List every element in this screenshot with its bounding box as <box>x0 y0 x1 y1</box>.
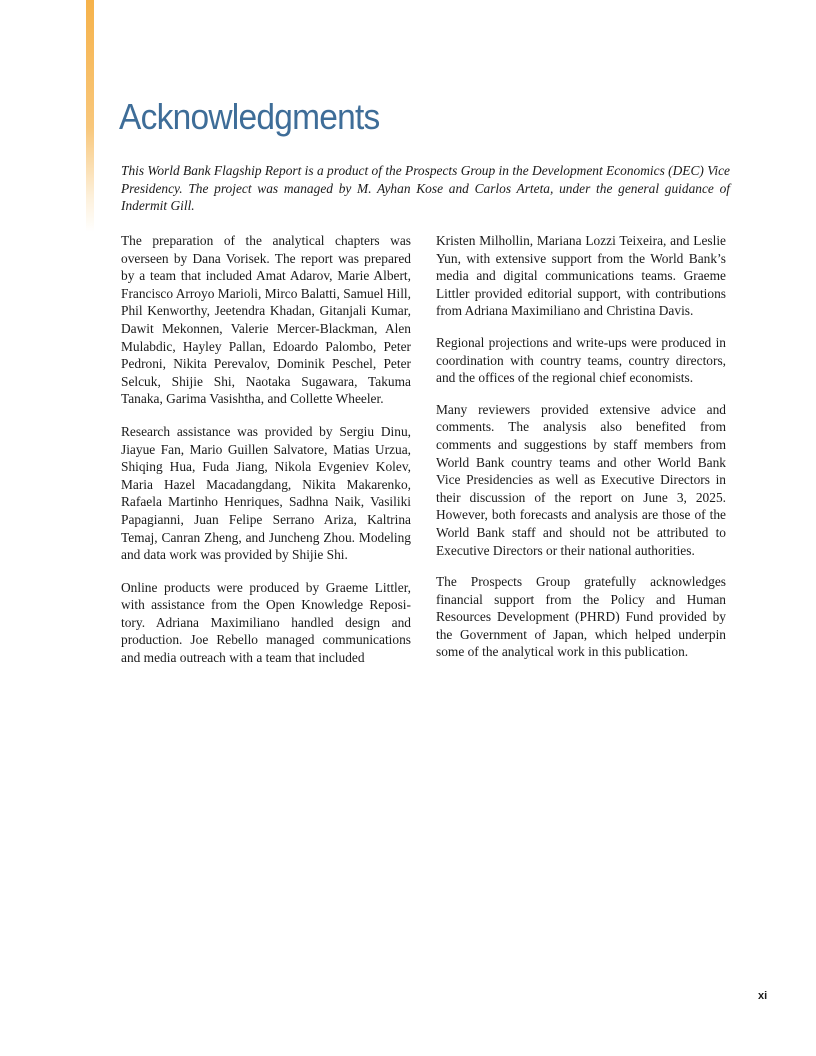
paragraph-online-products: Online products were produced by Graeme Littler, with assistance from the Open Knowledge Repository. Adriana Maximiliano handled design and production. Joe Rebello managed communications and media outreach with a team that included <box>121 579 411 666</box>
right-column <box>436 232 726 675</box>
paragraph-regional-projections: Regional projections and write-ups were produced in coordination with country teams, country directors, and the offices of the regional chief economists. <box>436 334 726 386</box>
paragraph-financial-support: The Prospects Group gratefully acknowledges financial support from the Policy and Human Resources Development (PHRD) Fund provided by the Government of Japan, which helped underpin some of the analytical work in this publication. <box>436 574 726 660</box>
paragraph-reviewers: Many reviewers provided extensive advice and comments. The analysis also benefited from comments and suggestions by staff members from World Bank country teams and other World Bank Vice Presidencies as well as Executive Directors in their discussion of the report on June 3, 2025. However, both forecasts and analysis are those of the World Bank staff and should not be attributed to Executive Directors or their national authorities. <box>436 401 726 558</box>
intro-paragraph: This World Bank Flagship Report is a product of the Prospects Group in the Development Economics (DEC) Vice Presidency. The project was managed by M. Ayhan Kose and Carlos Arteta, under the general guidance of Indermit Gill. <box>121 163 730 214</box>
paragraph-research-assistance: Research assistance was provided by Sergiu Dinu, Jiayue Fan, Mario Guillen Salvatore, Matias Urzua, Shiqing Hua, Fuda Jiang, Nikola Evgeniev Kolev, Maria Hazel Macadangdang, Nikita Makarenko, Rafaela Martinho Henriques, Sadhna Naik, Vasiliki Papagianni, Juan Felipe Serrano Ariza, Kaltrina Temaj, Canran Zheng, and Juncheng Zhou. Modeling and data work was provided by Shijie Shi. <box>121 423 411 563</box>
paragraph-analytical-chapters: The preparation of the analytical chapters was overseen by Dana Vorisek. The report was prepared by a team that included Amat Adarov, Marie Albert, Francisco Arroyo Marioli, Mirco Balatti, Samuel Hill, Phil Kenworthy, Jeetendra Khadan, Gitanjali Kumar, Dawit Mekonnen, Valerie Mercer-Blackman, Alen Mulabdic, Hayley Pallan, Edoardo Palombo, Peter Pedroni, Nikita Perevalov, Dominik Peschel, Peter Selcuk, Shijie Shi, Naotaka Sugawara, Takuma Tanaka, Garima Vasishtha, and Collette Wheeler. <box>121 233 411 407</box>
accent-bar <box>86 0 94 232</box>
page-title: Acknowledgments <box>119 96 380 137</box>
left-column <box>121 232 411 682</box>
page-number: xi <box>758 990 768 1002</box>
paragraph-media-team: Kristen Milhollin, Mariana Lozzi Teixeira, and Leslie Yun, with extensive support from the World Bank’s media and digital communications teams. Graeme Littler provided editorial support, with contributions from Adriana Maximiliano and Christina Davis. <box>436 233 726 319</box>
